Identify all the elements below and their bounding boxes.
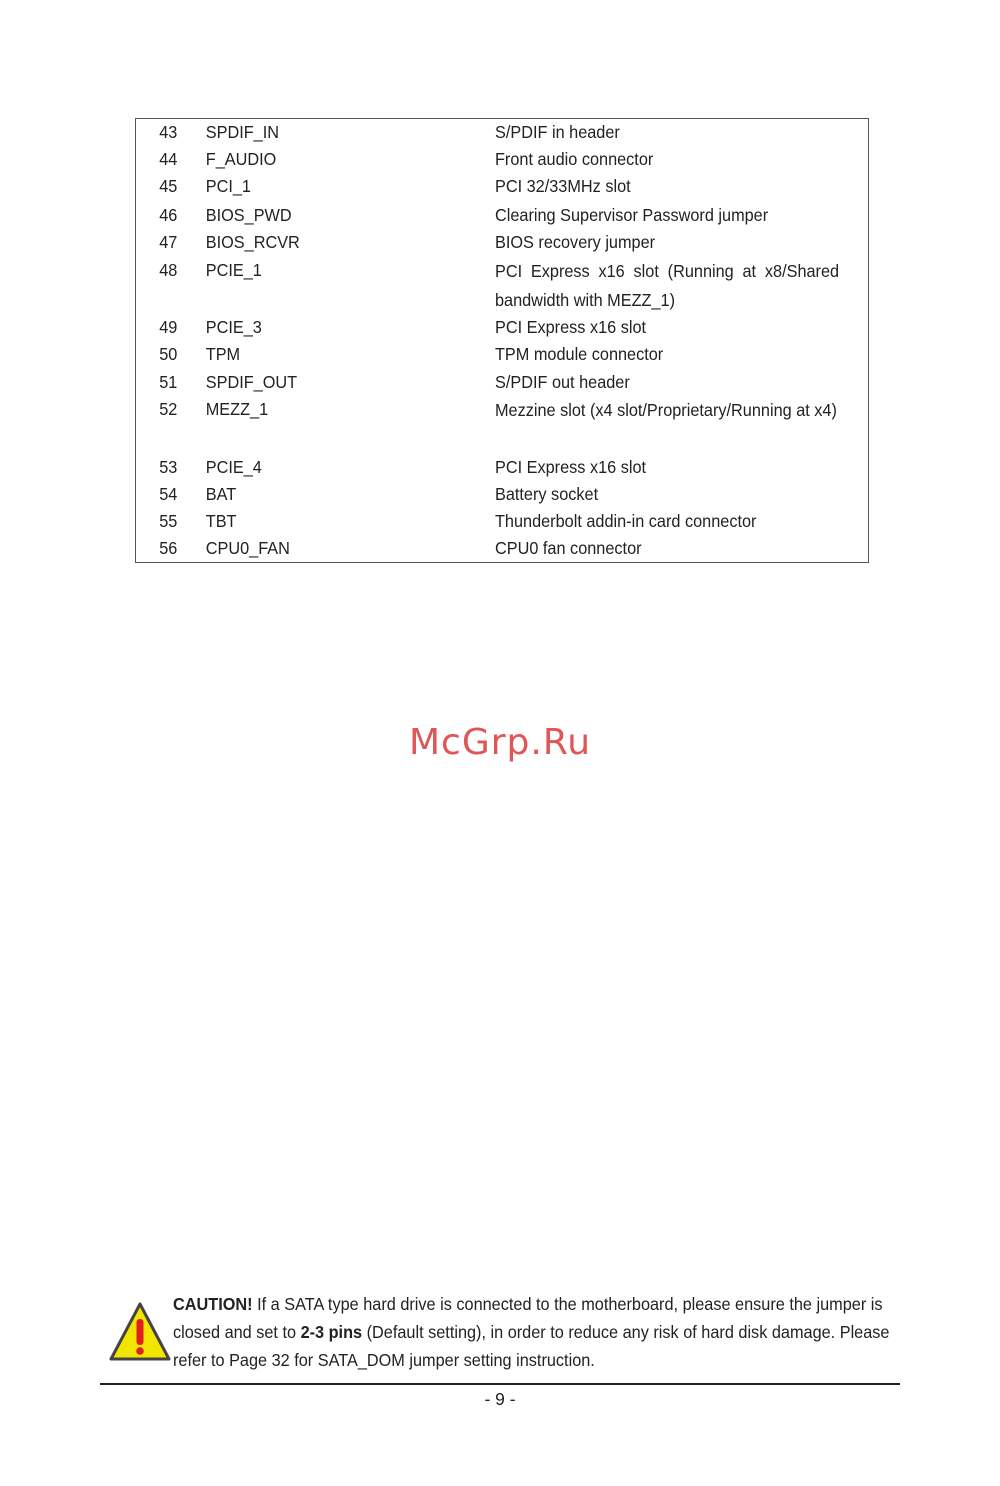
item-number: 44 — [159, 149, 178, 169]
item-description: Thunderbolt addin-in card connector — [494, 511, 757, 531]
item-number: 54 — [159, 484, 178, 504]
item-code: PCIE_3 — [205, 317, 262, 337]
item-description: S/PDIF out header — [494, 372, 630, 392]
caution-text-part-2: (Default setting), in order to reduce any risk of hard disk damage. Please refer to Page 32 for SATA_DOM jumper setting instruction. — [173, 1322, 890, 1370]
item-code: BIOS_RCVR — [205, 232, 300, 252]
item-number: 46 — [159, 205, 178, 225]
item-number: 51 — [159, 372, 178, 392]
item-number: 56 — [159, 538, 178, 558]
item-number: 50 — [159, 344, 178, 364]
warning-icon — [108, 1301, 172, 1363]
item-code: PCI_1 — [205, 176, 251, 196]
watermark-text: McGrp.Ru — [408, 722, 592, 763]
item-number: 49 — [159, 317, 178, 337]
item-number: 55 — [159, 511, 178, 531]
item-description: Front audio connector — [494, 149, 654, 169]
item-code: SPDIF_IN — [205, 122, 280, 142]
footer-divider — [100, 1383, 900, 1385]
item-description: PCI Express x16 slot — [494, 317, 647, 337]
item-number: 47 — [159, 232, 178, 252]
item-description: PCI Express x16 slot — [494, 457, 647, 477]
page-number: - 9 - — [484, 1389, 516, 1409]
item-description: S/PDIF in header — [494, 122, 620, 142]
item-number: 43 — [159, 122, 178, 142]
item-code: BIOS_PWD — [205, 205, 292, 225]
item-description: CPU0 fan connector — [494, 538, 642, 558]
item-number: 52 — [159, 399, 178, 419]
item-description: Mezzine slot (x4 slot/Proprietary/Running at x4) — [494, 400, 837, 420]
caution-pins: 2-3 pins — [300, 1322, 363, 1342]
item-code: TBT — [205, 511, 237, 531]
item-number: 45 — [159, 176, 178, 196]
item-description: Battery socket — [494, 484, 599, 504]
item-code: SPDIF_OUT — [205, 372, 298, 392]
item-code: F_AUDIO — [205, 149, 277, 169]
item-code: PCIE_4 — [205, 457, 262, 477]
item-description: Clearing Supervisor Password jumper — [494, 205, 769, 225]
item-code: CPU0_FAN — [205, 538, 290, 558]
item-number: 53 — [159, 457, 178, 477]
item-description: BIOS recovery jumper — [494, 232, 656, 252]
item-description: PCI 32/33MHz slot — [494, 176, 631, 196]
item-number: 48 — [159, 260, 178, 280]
item-code: TPM — [205, 344, 241, 364]
item-description: PCI Express x16 slot (Running at x8/Shared bandwidth with MEZZ_1) — [494, 261, 840, 310]
caution-label: CAUTION! — [173, 1294, 253, 1314]
item-description: TPM module connector — [494, 344, 664, 364]
parts-table — [135, 118, 869, 563]
caution-text-part-1: If a SATA type hard drive is connected to the motherboard, please ensure the jumper is closed and set to — [173, 1294, 883, 1342]
caution-note — [173, 1290, 898, 1374]
item-code: BAT — [205, 484, 237, 504]
item-code: PCIE_1 — [205, 260, 262, 280]
item-code: MEZZ_1 — [205, 399, 269, 419]
